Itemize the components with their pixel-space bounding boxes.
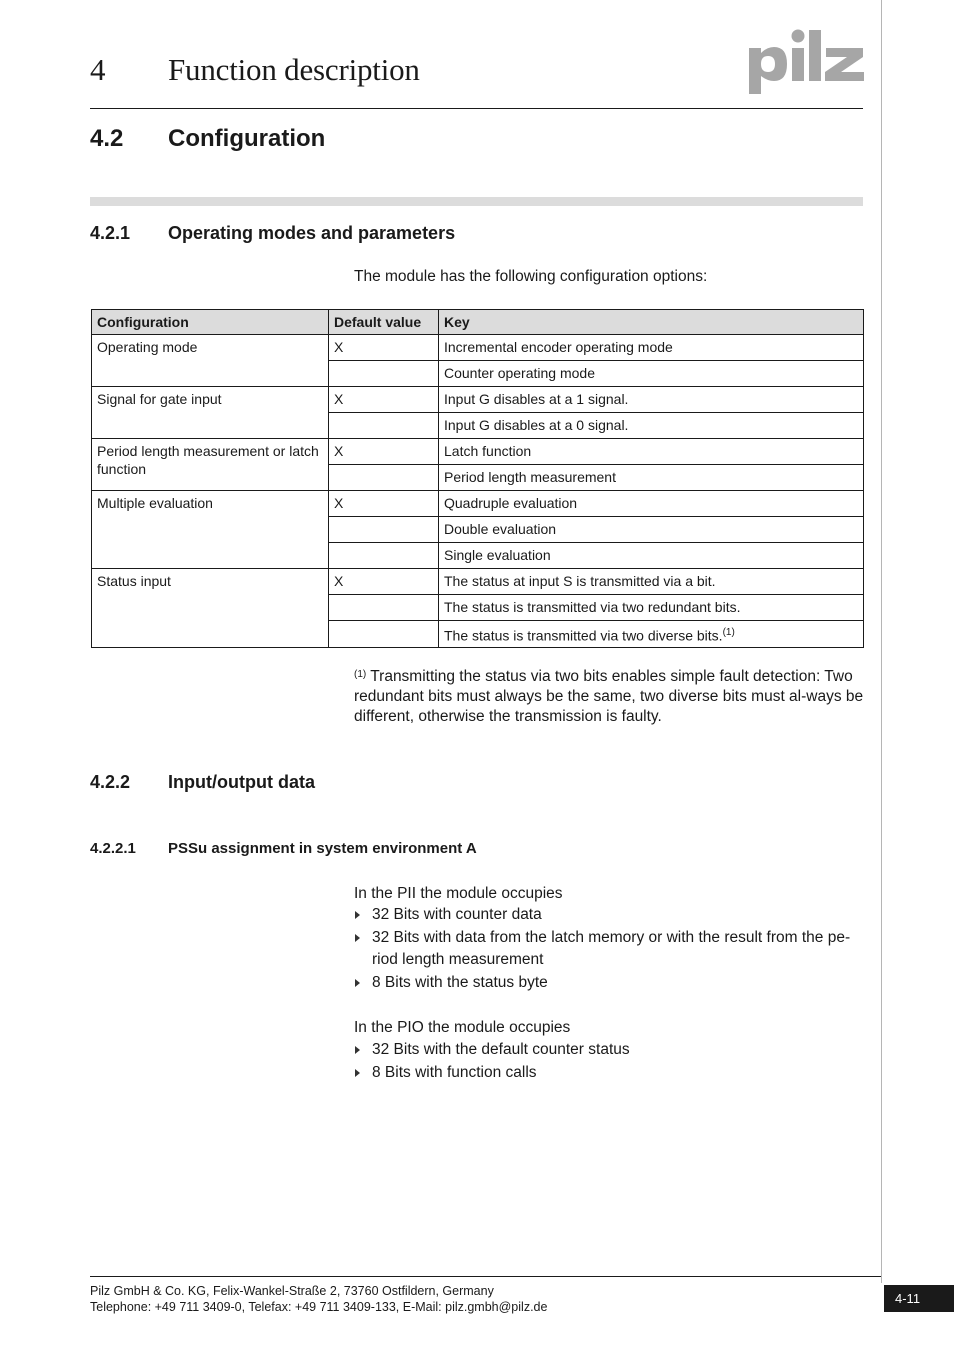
default-cell: X xyxy=(329,335,439,361)
default-cell xyxy=(329,465,439,491)
pio-list xyxy=(354,1039,866,1084)
config-cell: Operating mode xyxy=(92,335,329,387)
default-cell: X xyxy=(329,569,439,595)
right-margin-rule xyxy=(881,0,882,1283)
bullet-arrow-icon xyxy=(355,911,360,919)
footnote-text: Transmitting the status via two bits enables simple fault detection: Two redundant bits must always be the same, two diverse bits must al-ways be different, otherwise the transmission is faulty. xyxy=(354,668,864,725)
key-cell: Counter operating mode xyxy=(439,361,864,387)
subsection-title: Input/output data xyxy=(168,772,315,792)
pilz-logo xyxy=(747,28,865,94)
table-row xyxy=(92,439,864,465)
list-item xyxy=(354,1039,866,1062)
configuration-table xyxy=(91,309,864,648)
page-number: 4-11 xyxy=(884,1285,954,1312)
section-divider-bar xyxy=(90,197,863,206)
default-cell xyxy=(329,543,439,569)
config-cell: Multiple evaluation xyxy=(92,491,329,569)
list-item-text: 8 Bits with function calls xyxy=(372,1063,537,1081)
key-cell: Single evaluation xyxy=(439,543,864,569)
key-cell: Input G disables at a 1 signal. xyxy=(439,387,864,413)
footer-address xyxy=(90,1283,547,1315)
default-cell xyxy=(329,413,439,439)
default-cell xyxy=(329,595,439,621)
table-header-row xyxy=(92,310,864,335)
list-item-text: 8 Bits with the status byte xyxy=(372,973,548,991)
key-cell: Incremental encoder operating mode xyxy=(439,335,864,361)
default-cell: X xyxy=(329,491,439,517)
key-cell: Period length measurement xyxy=(439,465,864,491)
list-item xyxy=(354,927,866,972)
subsubsection-number: 4.2.2.1 xyxy=(90,840,136,857)
key-cell: Input G disables at a 0 signal. xyxy=(439,413,864,439)
config-cell: Signal for gate input xyxy=(92,387,329,439)
footnote xyxy=(354,667,866,727)
default-cell xyxy=(329,621,439,648)
default-cell: X xyxy=(329,439,439,465)
default-cell xyxy=(329,361,439,387)
bullet-arrow-icon xyxy=(355,1046,360,1054)
list-item-text: 32 Bits with counter data xyxy=(372,906,542,923)
pio-intro-text: In the PIO the module occupies xyxy=(354,1019,571,1036)
footnote-reference: (1) xyxy=(722,627,735,638)
list-item-text: 32 Bits with data from the latch memory or with the result from the pe-riod length measurement xyxy=(372,928,851,968)
list-item-text: 32 Bits with the default counter status xyxy=(372,1041,630,1058)
table-row xyxy=(92,387,864,413)
section-number: 4.2 xyxy=(90,125,124,152)
bullet-arrow-icon xyxy=(355,979,360,987)
header-rule xyxy=(90,108,863,109)
key-cell xyxy=(439,621,864,648)
table-row xyxy=(92,491,864,517)
subsection-number: 4.2.1 xyxy=(90,223,131,243)
footer-rule xyxy=(90,1276,881,1277)
default-cell: X xyxy=(329,387,439,413)
subsection-number: 4.2.2 xyxy=(90,772,131,792)
list-item xyxy=(354,1062,866,1085)
config-cell: Period length measurement or latch function xyxy=(92,439,329,491)
column-header-default-value: Default value xyxy=(329,310,439,335)
section-title: Configuration xyxy=(168,125,326,152)
key-cell: The status at input S is transmitted via a bit. xyxy=(439,569,864,595)
key-cell-text: The status is transmitted via two diverse bits. xyxy=(444,627,723,644)
column-header-configuration: Configuration xyxy=(92,310,329,335)
table-intro-text: The module has the following configuration options: xyxy=(354,268,708,285)
list-item xyxy=(354,904,866,927)
footnote-marker: (1) xyxy=(354,669,367,680)
bullet-arrow-icon xyxy=(355,1069,360,1077)
table-row xyxy=(92,569,864,595)
key-cell: Quadruple evaluation xyxy=(439,491,864,517)
key-cell: The status is transmitted via two redundant bits. xyxy=(439,595,864,621)
key-cell: Double evaluation xyxy=(439,517,864,543)
column-header-key: Key xyxy=(439,310,864,335)
config-cell: Status input xyxy=(92,569,329,648)
subsubsection-title: PSSu assignment in system environment A xyxy=(168,840,477,857)
chapter-title: Function description xyxy=(168,52,420,87)
pii-intro-text: In the PII the module occupies xyxy=(354,885,563,902)
default-cell xyxy=(329,517,439,543)
footer-line-company: Pilz GmbH & Co. KG, Felix-Wankel-Straße 2, 73760 Ostfildern, Germany xyxy=(90,1284,494,1298)
key-cell: Latch function xyxy=(439,439,864,465)
table-row xyxy=(92,335,864,361)
chapter-number: 4 xyxy=(90,52,106,87)
list-item xyxy=(354,972,866,995)
footer-line-contact: Telephone: +49 711 3409-0, Telefax: +49 711 3409-133, E-Mail: pilz.gmbh@pilz.de xyxy=(90,1300,548,1314)
pii-list xyxy=(354,904,866,994)
subsection-title: Operating modes and parameters xyxy=(168,223,456,243)
bullet-arrow-icon xyxy=(355,934,360,942)
